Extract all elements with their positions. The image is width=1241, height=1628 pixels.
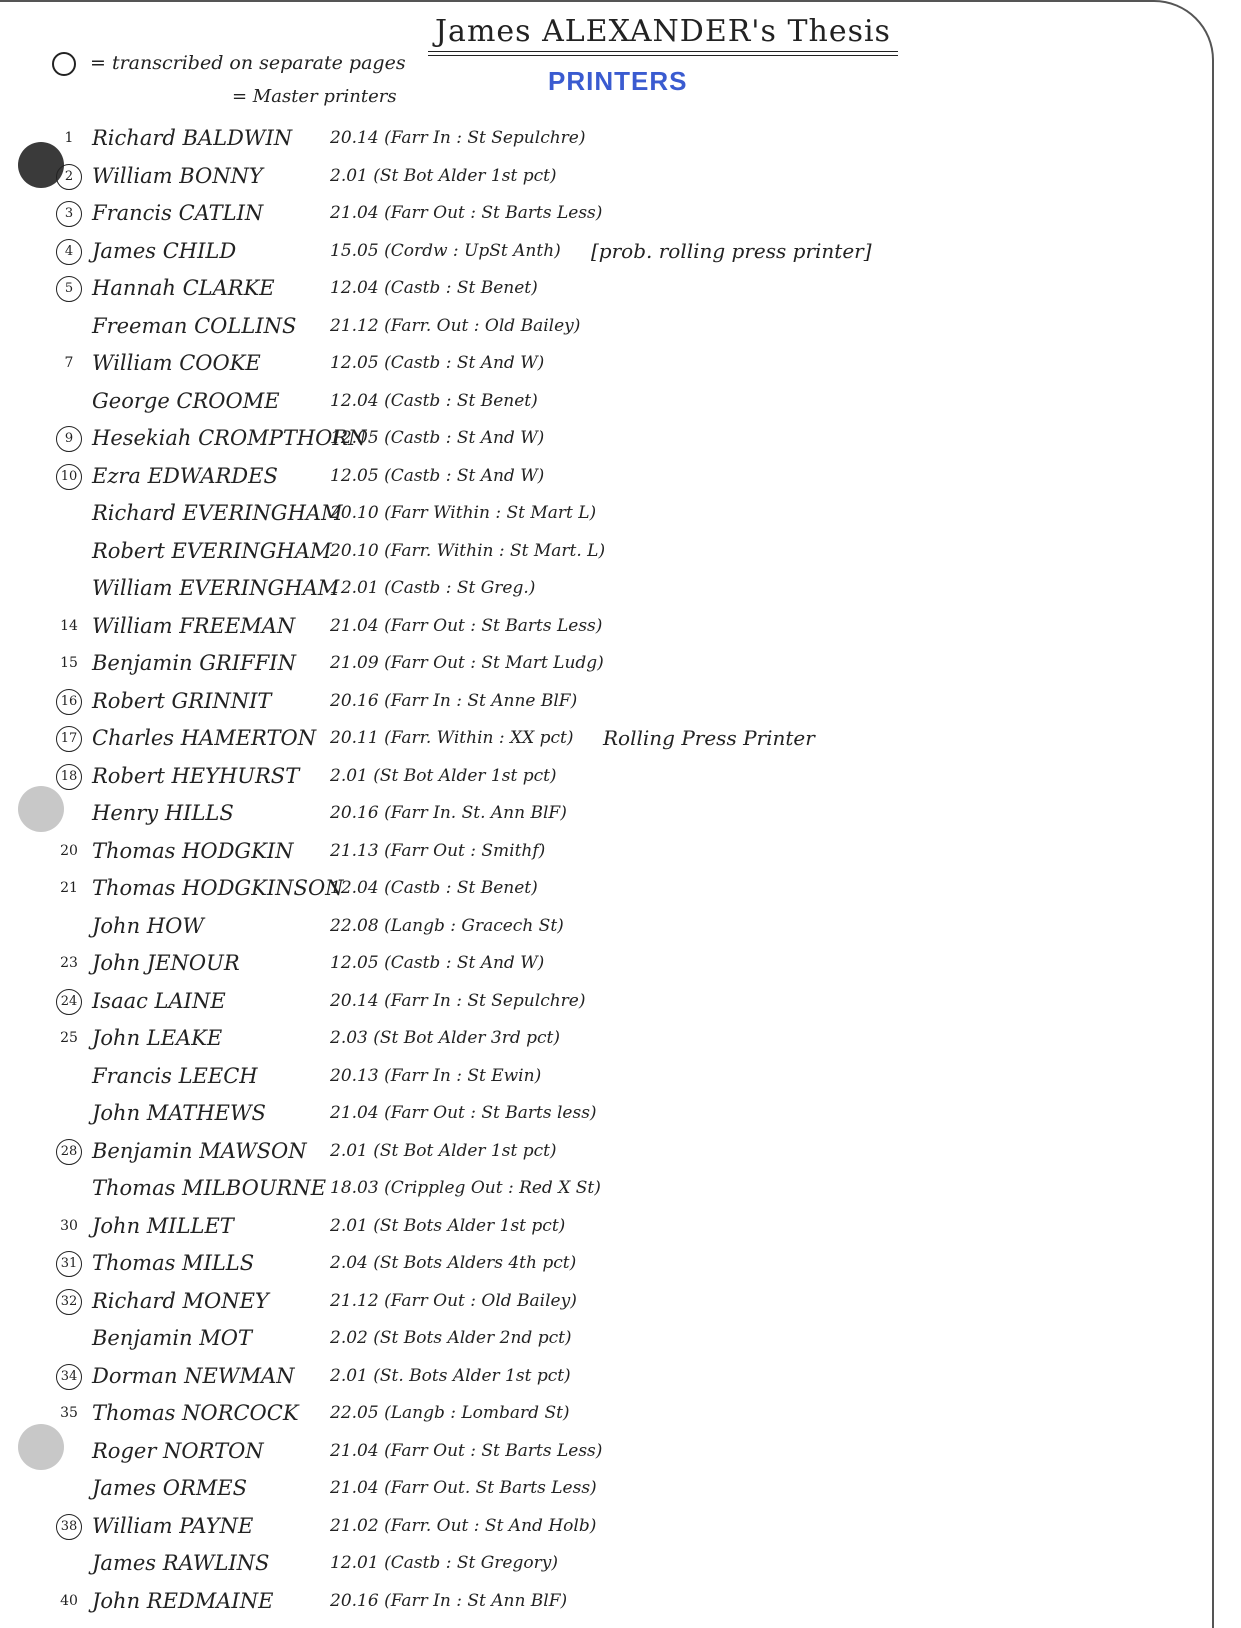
printer-name: John HOW <box>92 913 204 938</box>
printer-location: 12.05 (Castb : St And W) <box>330 428 545 448</box>
printer-name: William EVERINGHAM <box>92 576 340 600</box>
printer-location: 2.01 (St Bot Alder 1st pct) <box>330 765 557 786</box>
list-item <box>50 1095 1150 1133</box>
printer-location: 21.04 (Farr Out : St Barts Less) <box>330 615 603 636</box>
list-item <box>50 758 1150 796</box>
entry-number <box>50 1020 88 1058</box>
list-item <box>50 383 1150 421</box>
entry-number <box>50 158 88 196</box>
printer-location: 18.03 (Crippleg Out : Red X St) <box>330 1178 601 1198</box>
printer-location: 12.05 (Castb : St And W) <box>330 353 545 373</box>
entry-number <box>50 833 88 871</box>
entry-number <box>50 758 88 796</box>
list-item <box>50 233 1150 271</box>
entry-number-text: 18 <box>56 764 82 790</box>
entry-number-text: 40 <box>60 1592 78 1609</box>
printer-location: 20.14 (Farr In : St Sepulchre) <box>330 990 586 1011</box>
printer-list <box>50 120 1150 1620</box>
printer-name: William COOKE <box>92 351 261 375</box>
printer-location: 20.10 (Farr Within : St Mart L) <box>330 503 597 523</box>
printer-location: 12.01 (Castb : St Gregory) <box>330 1553 558 1573</box>
entry-number <box>50 1508 88 1546</box>
printer-location: 22.05 (Langb : Lombard St) <box>330 1403 570 1423</box>
printer-name: Benjamin GRIFFIN <box>92 651 296 675</box>
list-item <box>50 270 1150 308</box>
list-item <box>50 195 1150 233</box>
list-item <box>50 420 1150 458</box>
list-item <box>50 945 1150 983</box>
entry-number <box>50 983 88 1021</box>
printer-location: 21.12 (Farr Out : Old Bailey) <box>330 1290 577 1311</box>
printer-name: John LEAKE <box>92 1026 223 1050</box>
printer-location: 20.16 (Farr In : St Anne BlF) <box>330 690 578 711</box>
printer-location: 2.01 (St. Bots Alder 1st pct) <box>330 1365 571 1386</box>
printer-name: Isaac LAINE <box>92 988 226 1013</box>
printer-name: Ezra EDWARDES <box>92 463 278 488</box>
entry-number <box>50 645 88 683</box>
entry-number-text: 10 <box>56 464 82 490</box>
list-item <box>50 345 1150 383</box>
printer-name: John REDMAINE <box>92 1588 274 1613</box>
entry-number <box>50 120 88 158</box>
entry-number-text: 21 <box>60 880 78 896</box>
list-item <box>50 1583 1150 1621</box>
printer-location: 12.04 (Castb : St Benet) <box>330 278 538 298</box>
list-item <box>50 720 1150 758</box>
printer-name: Thomas MILBOURNE <box>92 1176 327 1200</box>
printer-location: 20.13 (Farr In : St Ewin) <box>330 1065 542 1086</box>
printer-name: Charles HAMERTON <box>92 726 317 750</box>
printer-location: 2.01 (St Bot Alder 1st pct) <box>330 165 557 186</box>
entry-number <box>50 1583 88 1621</box>
printer-location: 15.05 (Cordw : UpSt Anth) <box>330 240 561 261</box>
printer-location: 12.04 (Castb : St Benet) <box>330 878 538 898</box>
printer-location: 21.02 (Farr. Out : St And Holb) <box>330 1515 597 1536</box>
printer-name: John JENOUR <box>92 951 240 975</box>
entry-number <box>50 1395 88 1433</box>
entry-number-text: 35 <box>60 1405 78 1421</box>
list-item <box>50 533 1150 571</box>
entry-number <box>50 458 88 496</box>
printer-location: 21.09 (Farr Out : St Mart Ludg) <box>330 653 604 673</box>
list-item <box>50 1358 1150 1396</box>
entry-number <box>50 945 88 983</box>
printer-location: 2.04 (St Bots Alders 4th pct) <box>330 1253 577 1273</box>
printer-name: Thomas MILLS <box>92 1251 255 1275</box>
legend-master-text: = Master printers <box>232 86 397 107</box>
entry-number-text: 9 <box>56 426 82 452</box>
title-underline <box>428 51 898 56</box>
entry-number-text: 20 <box>60 842 78 859</box>
printer-name: Dorman NEWMAN <box>92 1363 295 1388</box>
printer-location: 2.01 (St Bot Alder 1st pct) <box>330 1140 557 1161</box>
list-item <box>50 308 1150 346</box>
printer-name: William BONNY <box>92 163 263 188</box>
page-title: James ALEXANDER's Thesis <box>435 14 891 49</box>
entry-number-text: 28 <box>56 1139 82 1165</box>
printer-name: James RAWLINS <box>92 1551 270 1575</box>
list-item <box>50 120 1150 158</box>
entry-number <box>50 1283 88 1321</box>
printer-name: Henry HILLS <box>92 801 234 825</box>
list-item <box>50 983 1150 1021</box>
list-item <box>50 683 1150 721</box>
printer-name: John MILLET <box>92 1213 234 1238</box>
entry-number-text: 5 <box>56 276 82 302</box>
list-item <box>50 495 1150 533</box>
entry-number <box>50 683 88 721</box>
list-item <box>50 1470 1150 1508</box>
printer-location: 12.01 (Castb : St Greg.) <box>330 578 536 598</box>
list-item <box>50 833 1150 871</box>
entry-number <box>50 720 88 758</box>
list-item <box>50 1058 1150 1096</box>
printer-name: William FREEMAN <box>92 613 296 638</box>
printer-location: 12.05 (Castb : St And W) <box>330 953 545 973</box>
entry-number-text: 1 <box>64 130 74 146</box>
printer-name: Richard MONEY <box>92 1288 269 1313</box>
printer-name: Robert EVERINGHAM <box>92 538 332 563</box>
entry-number-text: 3 <box>56 201 82 227</box>
list-item <box>50 908 1150 946</box>
printer-location: 12.04 (Castb : St Benet) <box>330 390 538 411</box>
entry-number-text: 17 <box>56 726 82 752</box>
list-item <box>50 1395 1150 1433</box>
entry-number-text: 4 <box>56 239 82 265</box>
printer-note: Rolling Press Printer <box>603 726 815 750</box>
entry-number <box>50 870 88 908</box>
printer-name: William PAYNE <box>92 1513 254 1538</box>
list-item <box>50 1283 1150 1321</box>
printer-name: George CROOME <box>92 388 280 413</box>
list-item <box>50 1508 1150 1546</box>
entry-number-text: 7 <box>64 355 74 371</box>
printer-name: Freeman COLLINS <box>92 313 297 338</box>
printer-location: 20.14 (Farr In : St Sepulchre) <box>330 128 586 148</box>
entry-number-text: 16 <box>56 689 82 715</box>
printer-name: James CHILD <box>92 238 237 263</box>
printer-name: Thomas HODGKIN <box>92 838 294 863</box>
list-item <box>50 1433 1150 1471</box>
printer-location: 2.02 (St Bots Alder 2nd pct) <box>330 1328 572 1348</box>
entry-number <box>50 345 88 383</box>
entry-number <box>50 420 88 458</box>
printer-location: 20.10 (Farr. Within : St Mart. L) <box>330 540 606 561</box>
printer-name: Francis LEECH <box>92 1063 258 1088</box>
list-item <box>50 1320 1150 1358</box>
printer-location: 21.04 (Farr Out : St Barts Less) <box>330 203 603 223</box>
legend-transcribed-text: = transcribed on separate pages <box>90 52 406 74</box>
printer-name: Richard EVERINGHAM <box>92 501 343 525</box>
entry-number-text: 38 <box>56 1514 82 1540</box>
printer-name: John MATHEWS <box>92 1101 266 1125</box>
printer-location: 2.01 (St Bots Alder 1st pct) <box>330 1215 566 1236</box>
entry-number-text: 30 <box>60 1217 78 1234</box>
printer-name: Francis CATLIN <box>92 201 264 225</box>
entry-number-text: 2 <box>56 164 82 190</box>
entry-number-text: 15 <box>60 655 78 671</box>
printer-location: 20.16 (Farr In : St Ann BlF) <box>330 1590 568 1611</box>
entry-number <box>50 608 88 646</box>
printer-location: 12.05 (Castb : St And W) <box>330 465 545 486</box>
list-item <box>50 1170 1150 1208</box>
printer-name: Thomas HODGKINSON <box>92 876 344 900</box>
printer-location: 20.16 (Farr In. St. Ann BlF) <box>330 803 567 823</box>
page-subtitle: PRINTERS <box>548 66 688 96</box>
list-item <box>50 1020 1150 1058</box>
list-item <box>50 158 1150 196</box>
printer-name: Hannah CLARKE <box>92 276 275 300</box>
entry-number <box>50 1358 88 1396</box>
printer-name: Benjamin MAWSON <box>92 1138 307 1163</box>
entry-number-text: 24 <box>56 989 82 1015</box>
printer-location: 21.04 (Farr Out. St Barts Less) <box>330 1478 597 1498</box>
list-item <box>50 608 1150 646</box>
printer-location: 2.03 (St Bot Alder 3rd pct) <box>330 1028 561 1048</box>
printer-location: 22.08 (Langb : Gracech St) <box>330 915 564 936</box>
entry-number <box>50 1133 88 1171</box>
printer-name: Benjamin MOT <box>92 1326 252 1350</box>
legend-transcribed <box>52 52 406 76</box>
circle-icon <box>52 52 76 76</box>
printer-name: Robert GRINNIT <box>92 688 272 713</box>
list-item <box>50 1245 1150 1283</box>
printer-name: Thomas NORCOCK <box>92 1401 299 1425</box>
printer-location: 21.04 (Farr Out : St Barts Less) <box>330 1440 603 1461</box>
entry-number-text: 25 <box>60 1030 78 1046</box>
entry-number-text: 14 <box>60 617 78 634</box>
printer-name: Roger NORTON <box>92 1438 264 1463</box>
printer-name: Robert HEYHURST <box>92 763 300 788</box>
entry-number-text: 23 <box>60 955 78 971</box>
page-header <box>428 14 898 56</box>
entry-number-text: 34 <box>56 1364 82 1390</box>
entry-number <box>50 1208 88 1246</box>
printer-location: 21.04 (Farr Out : St Barts less) <box>330 1103 597 1123</box>
list-item <box>50 645 1150 683</box>
entry-number <box>50 1245 88 1283</box>
entry-number-text: 32 <box>56 1289 82 1315</box>
printer-name: Richard BALDWIN <box>92 126 293 150</box>
list-item <box>50 458 1150 496</box>
printer-location: 21.13 (Farr Out : Smithf) <box>330 840 546 861</box>
entry-number <box>50 270 88 308</box>
printer-location: 21.12 (Farr. Out : Old Bailey) <box>330 315 581 336</box>
entry-number-text: 31 <box>56 1251 82 1277</box>
printer-location: 20.11 (Farr. Within : XX pct) <box>330 728 574 748</box>
printer-name: Hesekiah CROMPTHORN <box>92 426 367 450</box>
printer-note: [prob. rolling press printer] <box>591 238 872 263</box>
list-item <box>50 870 1150 908</box>
list-item <box>50 1133 1150 1171</box>
list-item <box>50 570 1150 608</box>
entry-number <box>50 233 88 271</box>
list-item <box>50 1208 1150 1246</box>
printer-name: James ORMES <box>92 1476 247 1500</box>
entry-number <box>50 195 88 233</box>
list-item <box>50 795 1150 833</box>
list-item <box>50 1545 1150 1583</box>
